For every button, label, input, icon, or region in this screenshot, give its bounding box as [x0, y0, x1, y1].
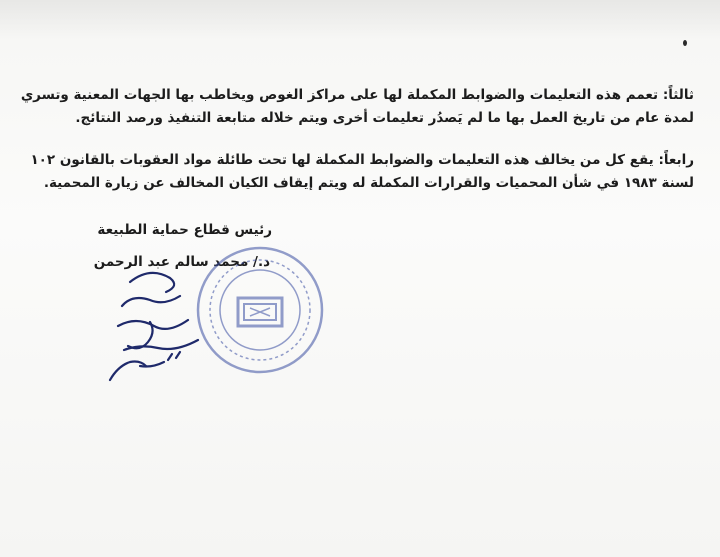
handwritten-signature: [100, 262, 220, 392]
paragraph-third-line-1: [20, 84, 694, 107]
paragraph-fourth-line-2: لسنة ١٩٨٣ في شأن المحميات والقرارات المكملة له ويتم إيقاف الكيان المخالف عن زيارة المحمية.: [43, 175, 694, 191]
paragraph-fourth: [30, 149, 694, 195]
paragraph-fourth-lead: رابعاً:: [658, 152, 694, 168]
paragraph-fourth-text-1: يقع كل من يخالف هذه التعليمات والضوابط المكملة لها تحت طائلة مواد العقوبات بالقانون ١٠٢: [30, 152, 654, 168]
paragraph-third-lead: ثالثاً:: [662, 87, 694, 103]
paragraph-third-text-1: تعمم هذه التعليمات والضوابط المكملة لها على مراكز الغوص ويخاطب بها الجهات المعنية وتسري: [20, 87, 659, 103]
paragraph-third: [20, 84, 694, 130]
paragraph-fourth-line-1: [30, 149, 694, 172]
paragraph-third-line-2: لمدة عام من تاريخ العمل بها ما لم يَصدُر تعليمات أخرى ويتم خلاله متابعة التنفيذ ورصد النتائج.: [75, 110, 694, 126]
scan-speck: [683, 40, 687, 46]
signatory-name: د./ محمد سالم عبد الرحمن: [93, 254, 270, 270]
signatory-title: رئيس قطاع حماية الطبيعة: [97, 222, 272, 238]
scan-shadow: [0, 0, 720, 40]
